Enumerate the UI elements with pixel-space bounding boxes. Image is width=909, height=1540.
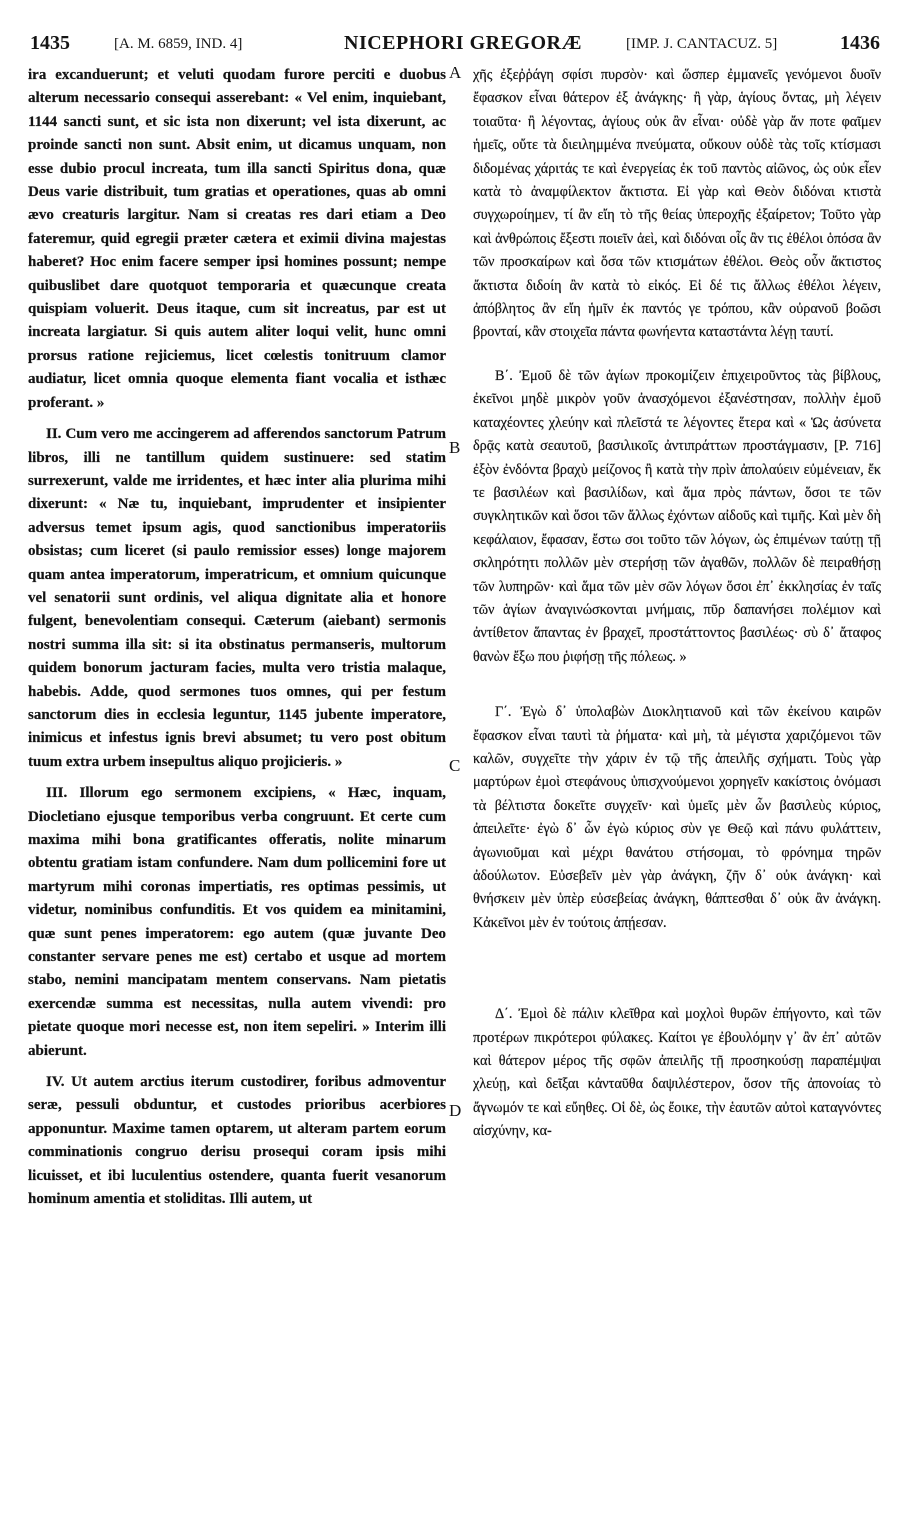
running-header (30, 32, 880, 62)
latin-paragraph-1: ira excanduerunt; et veluti quodam furore perciti e duobus alterum necessario consequi asserebant: « Vel enim, inquiebant, 1144 sancti sunt, et sic ista non dixerunt; vel ista dixerunt, ac proinde sancti non sunt. Absit enim, ut dicamus unquam, non esse dubio procul increata, tum illa sancti Spiritus dona, quæ Deus varie distribuit, tum gratias et operationes, quas ab omni ævo creaturis largitur. Nam si creatas res dari etiam a Deo fateremur, quid egregii præter cætera et eximii divina majestas haberet? Hoc enim facere semper ipsi homines possunt; nempe quibuslibet dare quotquot temporaria et quæcunque creata quispiam voluerit. Deus itaque, cum sit increatus, par est ut increata largiatur. Si quis autem aliter loqui velit, hunc omni prorsus ratione rejiciemus, licet cœlestis tonitruum clamor audiatur, licet omnia quoque elementa fiant vocalia et isthæc proferant. » (28, 67, 446, 411)
greek-column (473, 64, 881, 1534)
greek-paragraph-2: Β΄. Ἐμοῦ δὲ τῶν ἁγίων προκομίζειν ἐπιχειροῦντος τὰς βίβλους, ἐκεῖνοι μηδὲ μικρὸν γοῦν ἀνασχόμενοι ἐξανέστησαν, πολλὴν ἐμοῦ καταχέοντες χλεύην καὶ πλεῖστά τε λέγοντες ἕτερα καὶ « Ὡς ἀσύνετα δρᾷς κατὰ σεαυτοῦ, βασιλικοῖς ἀντιπράττων προστάγμασιν, [P. 716] ἐξὸν ἐνδόντα βραχὺ μείζονος ἢ κατὰ τὴν πρὶν ἀπολαύειν εὐμένειαν, ἔκ τε βασιλέων καὶ βασιλίδων, καὶ ἅμα πρὸς πάντων, ὅσοι τε τῶν συγκλητικῶν καὶ ὅσοι τῶν ἄλλως ἐχόντων αἰδοῦς καὶ τιμῆς. Καὶ μὲν δὴ κεφάλαιον, ἔφασαν, ἔστω σοι τοῦτο τῶν λόγων, ὡς ἐπιμένων ταύτῃ τῇ σκληρότητι πολλῶν μὲν στερήσῃ τῶν ἀγαθῶν, πολλῶν δὲ πειραθήσῃ τῶν λυπηρῶν· καὶ ἅμα τῶν μὲν σῶν λόγων ὅσοι ἐπ᾽ ἐκκλησίας ἐν ταῖς τῶν ἁγίων ἀναγινώσκονται μνήμαις, πῦρ δαπανήσει πολέμιον καὶ ἀντίθετον ἅπαντας ἐν βραχεῖ, προστάττοντος βασιλέως· σὺ δ᾽ ἄταφος θανὼν ἔξω που ῥιφήσῃ τῆς πόλεως. » (473, 367, 881, 665)
page-number-left: 1435 (30, 32, 70, 54)
running-title: NICEPHORI GREGORÆ (344, 32, 582, 54)
greek-paragraph-3: Γ΄. Ἐγὼ δ᾽ ὑπολαβὼν Διοκλητιανοῦ καὶ τῶν ἐκείνου καιρῶν ἔφασκον εἶναι ταυτὶ τὰ ῥήματα· καὶ μὴ, τὰ μέγιστα χαριζόμενοι τῶν καλῶν, συγχεῖτε τὴν χάριν ἐν τῷ τῆς ἀπειλῆς σχήματι. Τοὺς γὰρ μαρτύρων ἐμοὶ στεφάνους ὑπισχνούμενοι χορηγεῖν κακίστοις ὀνόμασι τὰ βέλτιστα δοκεῖτε συγχεῖν· καὶ ὑμεῖς μὲν ὧν βασιλεὺς κύριος, ἀπειλεῖτε· ἐγὼ δ᾽ ὧν ἐγὼ κύριος σὺν γε Θεῷ καὶ πάνυ φυλάττειν, ἀγωνιοῦμαι καὶ μέχρι θανάτου στήσομαι, τὸ φρόνημα τηρῶν ἀδούλωτον. Εὐσεβεῖν μὲν γὰρ ἀνάγκη, ζῆν δ᾽ οὐκ ἀνάγκη· καὶ θνήσκειν μὲν ὑπὲρ εὐσεβείας ἀνάγκη, θάπτεσθαι δ᾽ οὐκ ἂν ἀνάγκη. Κἀκεῖνοι μὲν ἐν τούτοις ἀπῄεσαν. (473, 704, 881, 931)
latin-column (28, 64, 446, 1534)
latin-paragraph-4: IV. Ut autem arctius iterum custodirer, foribus admoventur seræ, pessuli obduntur, et custodes prioribus acerbiores apponuntur. Maxime tamen optarem, ut alteram partem eorum comminationis congruo derisu prosequi coram ipsis mihi licuisset, et ibi luculentius ostendere, quanta fuerit vesanorum hominum amentia et stoliditas. Illi autem, ut (28, 1074, 446, 1208)
reign-reference-right: [IMP. J. CANTACUZ. 5] (626, 36, 778, 52)
page-number-right: 1436 (840, 32, 880, 54)
section-marker-d: D (449, 1101, 462, 1120)
latin-paragraph-2: II. Cum vero me accingerem ad afferendos sanctorum Patrum libros, illi ne tantillum quidem sustinuere: sed statim surrexerunt, valde me irridentes, et hæc inter alia plurima mihi dixerunt: « Næ tu, inquiebant, imprudenter et insipienter adversus temet ipsum agis, quod sanctionibus imperatoriis obsistas; cum liceret (si paulo remissior esses) longe majorem quam antea imperatorum, imperatricum, et omnium quicunque vel senatorii sunt ordinis, vel aliqua dignitate alia et honore fulgent, benevolentiam consequi. Cæterum (aiebant) sermonis nostri summa illa sit: si ita obstinatus permanseris, multorum quidem bonorum jacturam facies, multa vero tristia malaque, habebis. Adde, quod sermones tuos omnes, qui per festum sanctorum dies in ecclesia leguntur, 1145 jubente imperatore, inimicus et infestus ignis brevi absumet; tu vero post obitum tuum extra urbem insepultus aliquo projicieris. » (28, 426, 446, 770)
section-marker-b: B (449, 438, 461, 457)
section-marker-c: C (449, 756, 461, 775)
greek-paragraph-1: χῆς ἐξεῤῥάγη σφίσι πυρσὸν· καὶ ὥσπερ ἐμμανεῖς γενόμενοι δυοῖν ἔφασκον εἶναι θάτερον ἐξ ἀνάγκης· ἢ γὰρ, ἁγίους ὄντας, μὴ λέγειν τοιαῦτα· ἢ λέγοντας, ἁγίους οὐκ ἂν εἶναι· οὐδὲ γὰρ ἄν ποτε φαῖμεν ἡμεῖς, οὔτε τὰ διειλημμένα πνεύματα, οὔκουν οὐδὲ τὰς τοῖς κτίσμασι διδομένας χάριτάς τε καὶ ἐνεργείας ἐκ τοῦ παντὸς αἰῶνος, ὡς οὐκ εἶεν κατὰ τὸ ἀναμφίλεκτον ἄκτιστα. Εἰ γὰρ καὶ Θεὸν διδόναι κτιστὰ συγχωροίημεν, τί ἂν εἴη τὸ τῆς θείας ὑπεροχῆς ἐξαίρετον; Τοῦτο γὰρ καὶ ἀνθρώποις ἔξεστι ποιεῖν ἀεὶ, καὶ διδόναι οἷς ἂν τις ἐθέλοι ὁπόσα ἂν τῶν προσκαίρων καὶ ὅσα τῶν κτισμάτων ἐθέλοι. Θεὸς οὖν ἄκτιστος ἄκτιστα διδοίη ἂν κατὰ τὸ εἰκός. Εἰ δέ τις ἄλλως ἐθέλοι λέγειν, ἀπόβλητος ἂν εἴη ἡμῖν ἐκ παντός γε τρόπου, κἂν οὐρανοῦ βοῶσι βρονταί, κἂν στοιχεῖα πάντα φωνήεντα καταστάντα λέγῃ ταυτί. (473, 67, 881, 341)
greek-paragraph-4: Δ΄. Ἐμοὶ δὲ πάλιν κλεῖθρα καὶ μοχλοὶ θυρῶν ἐπήγοντο, καὶ τῶν προτέρων πικρότεροι φύλακες. Καίτοι γε ἐβουλόμην γ᾽ ἂν ἐπ᾽ αὐτῶν καὶ θάτερον μέρος τῆς σφῶν ἀπειλῆς τῇ προσηκούσῃ παραπέμψαι χλεύῃ, καὶ δεῖξαι κἀνταῦθα δαψιλέστερον, ὅσον τῆς ἀπονοίας τὸ ἄγνωμόν τε καὶ εὔηθες. Οἱ δὲ, ὡς ἔοικε, τὴν ἑαυτῶν αὐτοὶ καταγνόντες αἰσχύνην, κα- (473, 1006, 881, 1140)
section-marker-a: A (449, 63, 462, 82)
date-reference-left: [A. M. 6859, IND. 4] (114, 36, 243, 52)
latin-paragraph-3: III. Illorum ego sermonem excipiens, « Hæc, inquam, Diocletiano ejusque temporibus verba congruunt. Et certe cum maxima mihi bona gratificantes offeratis, nolite minarum obtentu gratiam istam confundere. Nam dum pollicemini fore ut martyrum mihi coronas impertiatis, res optimas pessimis, ut videtur, nominibus confunditis. Et vos quidem ea minitamini, quæ sunt penes imperatorem: ego autem (quæ juvante Deo constanter servare penes me est) certabo et usque ad mortem stabo, nemini mancipatam mentem conservans. Nam pietatis exercendæ summa est necessitas, nulla autem vivendi: pro pietate quoque mori necesse est, non item sepeliri. » Interim illi abierunt. (28, 785, 446, 1059)
